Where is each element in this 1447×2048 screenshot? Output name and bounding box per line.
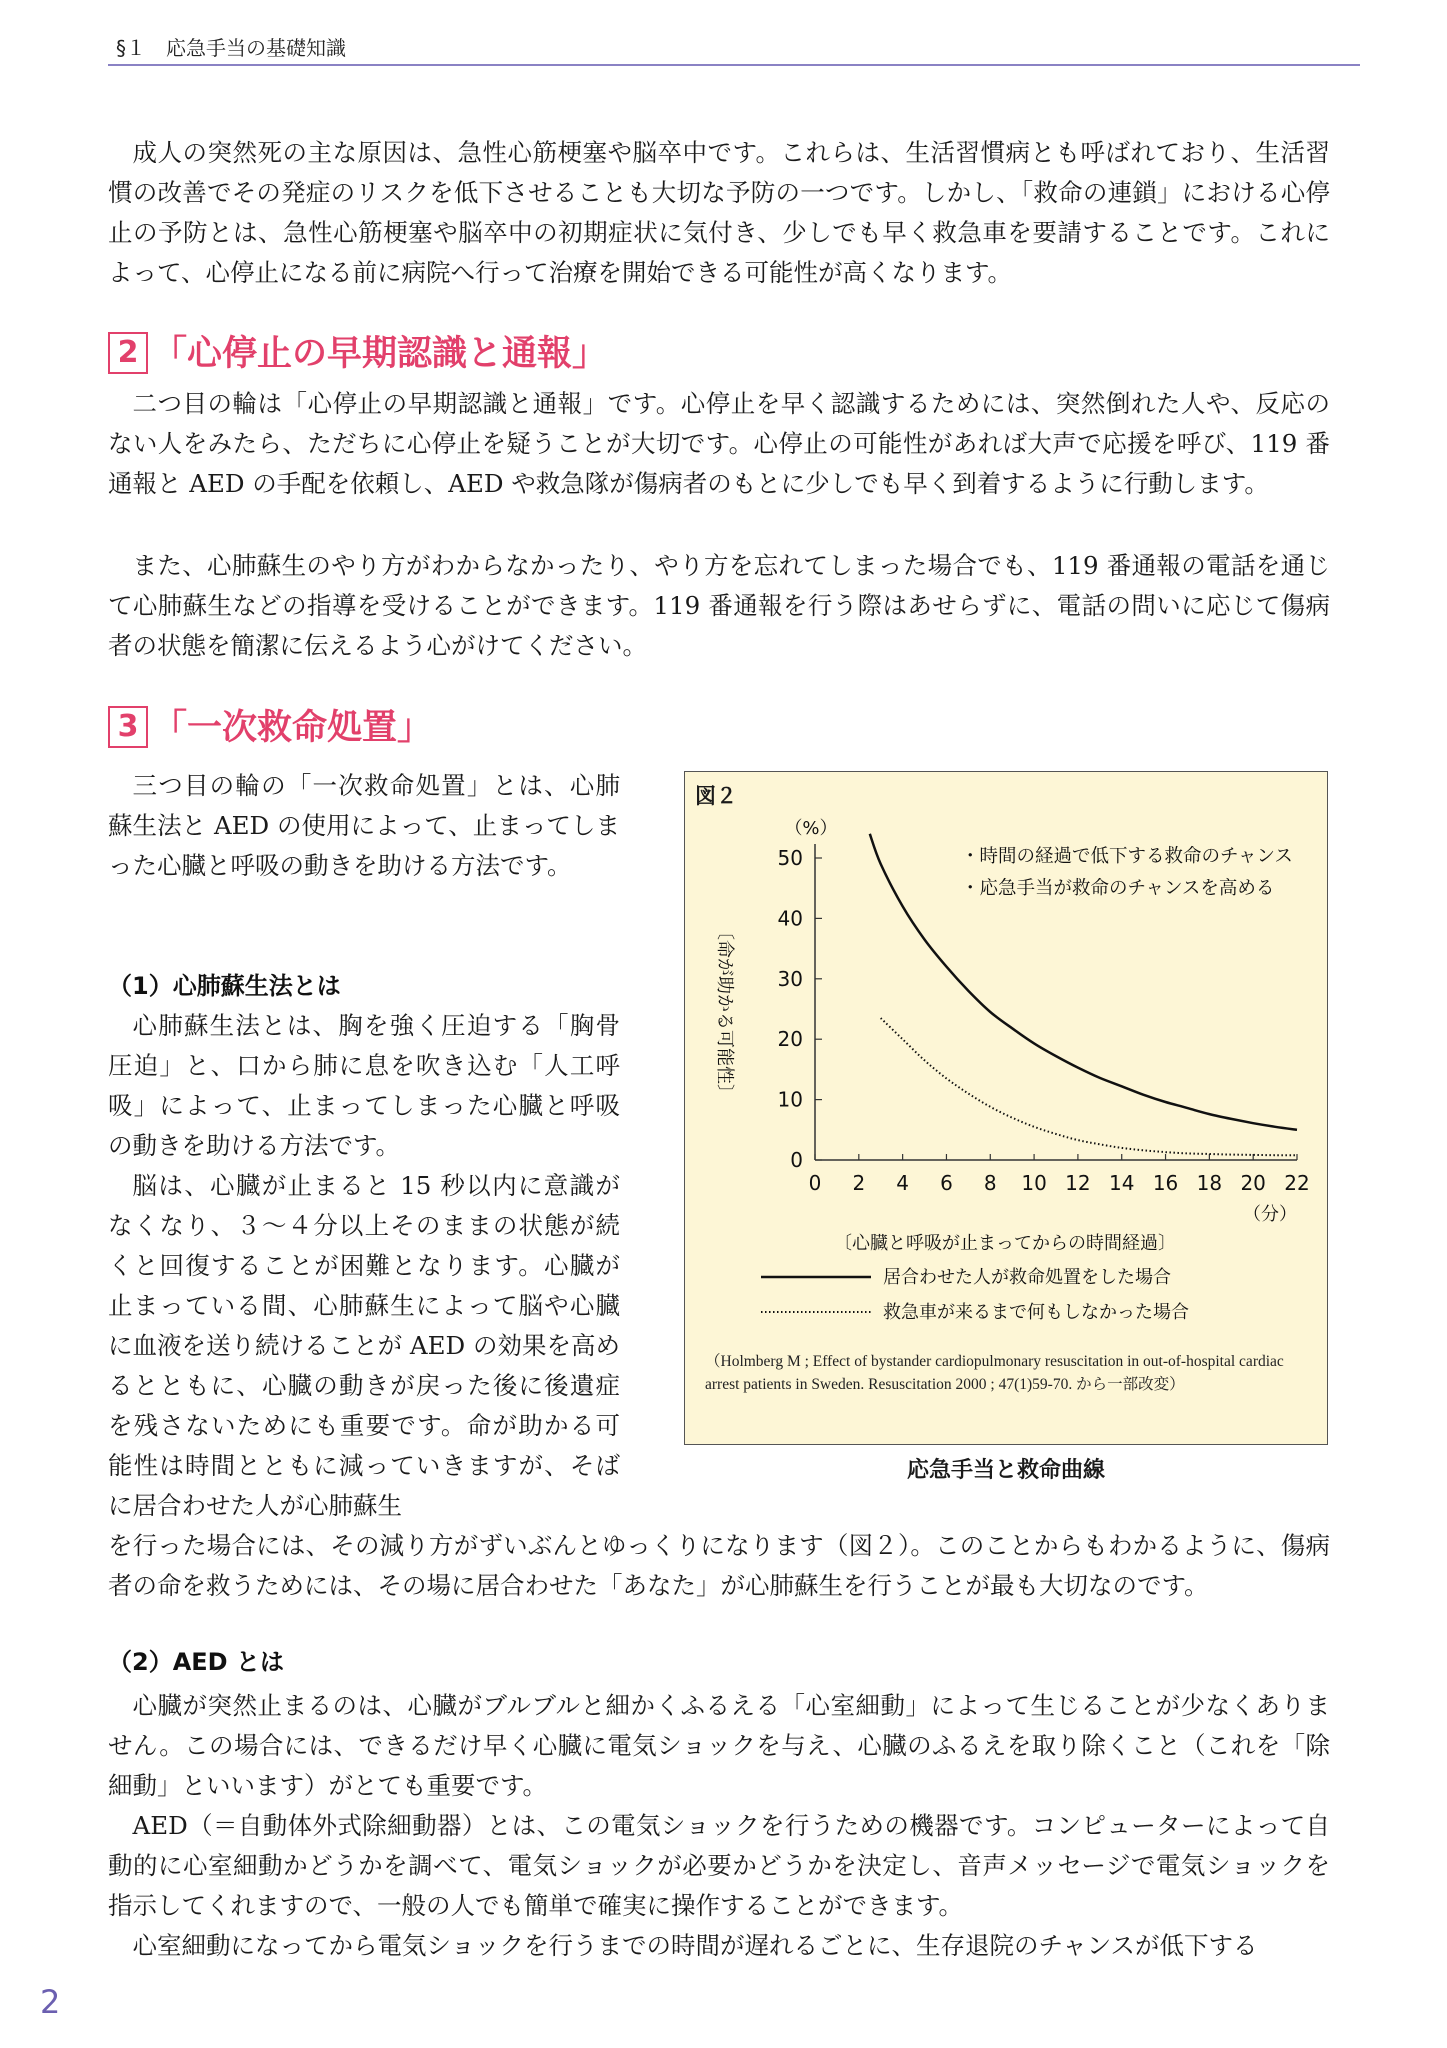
y-tick-label: 20 [777, 1027, 803, 1052]
x-tick-label: 16 [1152, 1171, 1179, 1195]
x-tick-label: 18 [1196, 1171, 1223, 1195]
aed-paragraph-1: 心臓が突然止まるのは、心臓がブルブルと細かくふるえる「心室細動」によって生じることが少なくありません。この場合には、できるだけ早く心臓に電気ショックを与え、心臓のふるえを取り除くこと（これを「除細動」といいます）がとても重要です。 [108, 1691, 1330, 1800]
aed-paragraph-2: AED（＝自動体外式除細動器）とは、この電気ショックを行うための機器です。コンピューターによって自動的に心室細動かどうかを調べて、電気ショックが必要かどうかを決定し、音声メッセージで電気ショックを指示してくれますので、一般の人でも簡単で確実に操作することができます。 [108, 1811, 1330, 1920]
curve-no-care [881, 1018, 1297, 1155]
aed-paragraph-3: 心室細動になってから電気ショックを行うまでの時間が遅れるごとに、生存退院のチャンスが低下する [132, 1931, 1258, 1960]
x-axis-label: 〔心臓と呼吸が止まってからの時間経過〕 [834, 1233, 1176, 1254]
survival-curve-chart [685, 772, 1329, 1352]
y-tick-label: 30 [777, 966, 803, 991]
section-title-2: 「心停止の早期認識と通報」 [152, 334, 608, 374]
cpr-paragraph-2-continued: を行った場合には、その減り方がずいぶんとゆっくりになります（図２）。このことからもわかるように、傷病者の命を救うためには、その場に居合わせた「あなた」が心肺蘇生を行うことが最も大切なのです。 [108, 1531, 1330, 1600]
x-tick-label: 14 [1109, 1171, 1135, 1195]
x-tick-label: 12 [1065, 1171, 1091, 1195]
figure-source: （Holmberg M ; Effect of bystander cardiopulmonary resuscitation in out-of-hospital cardiac arrest patients in Sweden. Resuscitation 2000 ; 47(1)59-70. から一部改変） [705, 1353, 1284, 1393]
chart-note-1: ・時間の経過で低下する救命のチャンス [961, 846, 1293, 867]
x-tick-label: 0 [808, 1171, 822, 1195]
section-number-3: 3 [108, 706, 148, 748]
subheading-cpr: （1）心肺蘇生法とは [108, 972, 341, 1000]
figure-caption: 応急手当と救命曲線 [906, 1458, 1105, 1483]
page-number: 2 [40, 1983, 61, 2021]
section-label: §１ 応急手当の基礎知識 [116, 36, 346, 60]
section3-paragraph-1: 三つ目の輪の「一次救命処置」とは、心肺蘇生法と AED の使用によって、止まってしまった心臓と呼吸の動きを助ける方法です。 [108, 771, 620, 880]
section2-paragraph-2: また、心肺蘇生のやり方がわからなかったり、やり方を忘れてしまった場合でも、119 番通報の電話を通じて心肺蘇生などの指導を受けることができます。119 番通報を行う際はあせらずに、電話の問いに応じて傷病者の状態を簡潔に伝えるよう心がけてください。 [108, 551, 1330, 660]
section3-intro-column [108, 766, 620, 886]
subheading-aed: （2）AED とは [108, 1648, 284, 1676]
running-header [108, 30, 1360, 66]
cpr-column [108, 1006, 620, 1526]
x-tick-label: 22 [1284, 1171, 1310, 1195]
y-unit: （%） [784, 818, 838, 839]
y-tick-label: 40 [777, 906, 803, 931]
section-heading-2 [108, 330, 607, 378]
chart-note-2: ・応急手当が救命のチャンスを高める [961, 878, 1275, 899]
x-tick-label: 8 [983, 1171, 997, 1195]
y-axis-label: 〔命が助かる可能性〕 [714, 922, 735, 1102]
x-tick-label: 20 [1240, 1171, 1266, 1195]
figure-2 [684, 771, 1328, 1445]
x-unit: （分） [1243, 1204, 1297, 1225]
x-tick-label: 2 [852, 1171, 866, 1195]
figure-label: 図２ [695, 784, 737, 808]
legend-label-dotted: 救急車が来るまで何もしなかった場合 [883, 1302, 1189, 1323]
section-number-2: 2 [108, 332, 148, 374]
x-tick-label: 4 [896, 1171, 910, 1195]
y-tick-label: 0 [790, 1148, 803, 1172]
intro-paragraph: 成人の突然死の主な原因は、急性心筋梗塞や脳卒中です。これらは、生活習慣病とも呼ばれており、生活習慣の改善でその発症のリスクを低下させることも大切な予防の一つです。しかし、「救命の連鎖」における心停止の予防とは、急性心筋梗塞や脳卒中の初期症状に気付き、少しでも早く救急車を要請することです。これによって、心停止になる前に病院へ行って治療を開始できる可能性が高くなります。 [108, 138, 1330, 287]
x-tick-label: 6 [940, 1171, 953, 1195]
legend-label-solid: 居合わせた人が救命処置をした場合 [883, 1267, 1171, 1288]
x-tick-label: 10 [1021, 1171, 1047, 1195]
section-title-3: 「一次救命処置」 [152, 708, 433, 748]
section2-paragraph-1: 二つ目の輪は「心停止の早期認識と通報」です。心停止を早く認識するためには、突然倒れた人や、反応のない人をみたら、ただちに心停止を疑うことが大切です。心停止の可能性があれば大声で応援を呼び、119 番通報と AED の手配を依頼し、AED や救急隊が傷病者のもとに少しでも早く到着するように行動します。 [108, 389, 1330, 498]
y-tick-label: 50 [777, 846, 803, 870]
cpr-paragraph-2: 脳は、心臓が止まると 15 秒以内に意識がなくなり、３～４分以上そのままの状態が続くと回復することが困難となります。心臓が止まっている間、心肺蘇生によって脳や心臓に血液を送り続けることが AED の効果を高めるとともに、心臓の動きが戻った後に後遺症を残さないためにも重要です。命が助かる可能性は時間とともに減っていきますが、そばに居合わせた人が心肺蘇生 [108, 1171, 620, 1520]
section-heading-3 [108, 704, 432, 752]
cpr-paragraph-1: 心肺蘇生法とは、胸を強く圧迫する「胸骨圧迫」と、口から肺に息を吹き込む「人工呼吸」によって、止まってしまった心臓と呼吸の動きを助ける方法です。 [108, 1011, 620, 1160]
y-tick-label: 10 [777, 1087, 803, 1112]
